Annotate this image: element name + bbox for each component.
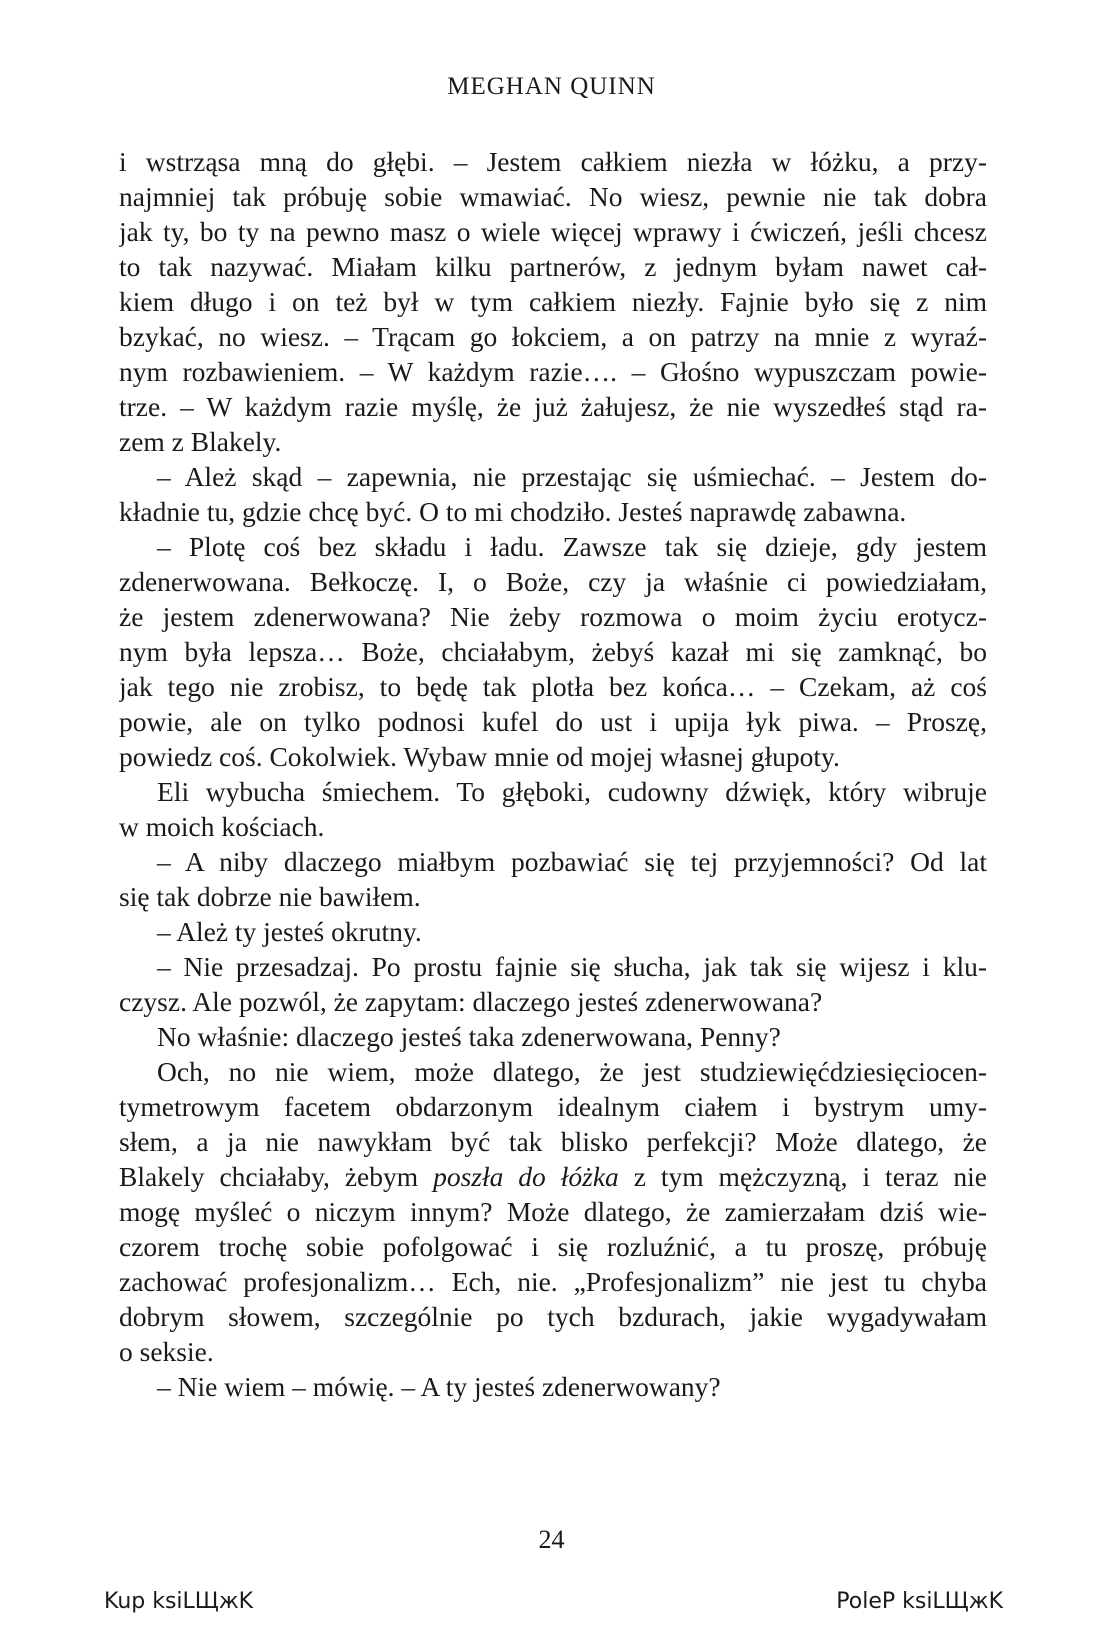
text-segment: z tym mężczyzną, i teraz nie: [618, 1161, 987, 1192]
text-line: powie, ale on tylko podnosi kufel do ust i upija łyk piwa. – Proszę,: [119, 706, 987, 737]
text-line: Eli wybucha śmiechem. To głęboki, cudowny dźwięk, który wibruje: [157, 776, 987, 807]
footer-recommend-book-link[interactable]: PoleP ksiLЩжK: [836, 1589, 1003, 1614]
text-line: – Nie przesadzaj. Po prostu fajnie się słucha, jak tak się wijesz i klu-: [157, 951, 987, 982]
text-line: dobrym słowem, szczególnie po tych bzdurach, jakie wygadywałam: [119, 1301, 987, 1332]
text-line: słem, a ja nie nawykłam być tak blisko perfekcji? Może dlatego, że: [119, 1126, 987, 1157]
text-line: to tak nazywać. Miałam kilku partnerów, z jednym byłam nawet cał-: [119, 251, 987, 282]
text-line: jak ty, bo ty na pewno masz o wiele więcej wprawy i ćwiczeń, jeśli chcesz: [119, 216, 987, 247]
page-number: 24: [538, 1525, 565, 1554]
text-line: czysz. Ale pozwól, że zapytam: dlaczego jesteś zdenerwowana?: [119, 986, 823, 1017]
text-line: – Ależ ty jesteś okrutny.: [157, 916, 422, 947]
text-line: trze. – W każdym razie myślę, że już żałujesz, że nie wyszedłeś stąd ra-: [119, 391, 987, 422]
text-line: o seksie.: [119, 1336, 214, 1367]
text-line: czorem trochę sobie pofolgować i się rozluźnić, a tu proszę, próbuję: [119, 1231, 987, 1262]
text-line: powiedz coś. Cokolwiek. Wybaw mnie od mojej własnej głupoty.: [119, 741, 840, 772]
italic-phrase: poszła do łóżka: [433, 1161, 619, 1192]
text-line: najmniej tak próbuję sobie wmawiać. No wiesz, pewnie nie tak dobra: [119, 181, 987, 212]
running-header: MEGHAN QUINN: [447, 73, 656, 100]
text-line: jak tego nie zrobisz, to będę tak plotła bez końca… – Czekam, aż coś: [119, 671, 987, 702]
text-line: nym rozbawieniem. – W każdym razie…. – Głośno wypuszczam powie-: [119, 356, 987, 387]
footer-buy-book-link[interactable]: Kup ksiLЩжK: [104, 1589, 254, 1614]
text-line: – Nie wiem – mówię. – A ty jesteś zdenerwowany?: [157, 1371, 721, 1402]
text-line: zem z Blakely.: [119, 426, 282, 457]
body-text: [119, 144, 987, 1404]
text-line: że jestem zdenerwowana? Nie żeby rozmowa o moim życiu erotycz-: [119, 601, 987, 632]
text-line: się tak dobrze nie bawiłem.: [119, 881, 421, 912]
text-line: – Ależ skąd – zapewnia, nie przestając się uśmiechać. – Jestem do-: [157, 461, 987, 492]
text-line: zachować profesjonalizm… Ech, nie. „Profesjonalizm” nie jest tu chyba: [119, 1266, 987, 1297]
text-line: Och, no nie wiem, może dlatego, że jest studziewięćdziesięciocen-: [157, 1056, 987, 1087]
text-line: – A niby dlaczego miałbym pozbawiać się tej przyjemności? Od lat: [157, 846, 987, 877]
text-line: – Plotę coś bez składu i ładu. Zawsze tak się dzieje, gdy jestem: [157, 531, 987, 562]
text-line: kładnie tu, gdzie chcę być. O to mi chodziło. Jesteś naprawdę zabawna.: [119, 496, 907, 527]
text-line: nym była lepsza… Boże, chciałabym, żebyś kazał mi się zamknąć, bo: [119, 636, 987, 667]
text-line-with-italic: [119, 1159, 987, 1194]
text-line: tymetrowym facetem obdarzonym idealnym ciałem i bystrym umy-: [119, 1091, 987, 1122]
text-line: i wstrząsa mną do głębi. – Jestem całkiem niezła w łóżku, a przy-: [119, 146, 987, 177]
text-line: w moich kościach.: [119, 811, 325, 842]
text-line: mogę myśleć o niczym innym? Może dlatego, że zamierzałam dziś wie-: [119, 1196, 987, 1227]
text-line: zdenerwowana. Bełkoczę. I, o Boże, czy ja właśnie ci powiedziałam,: [119, 566, 987, 597]
text-line: kiem długo i on też był w tym całkiem niezły. Fajnie było się z nim: [119, 286, 987, 317]
text-segment: Blakely chciałaby, żebym: [119, 1161, 434, 1192]
text-line: No właśnie: dlaczego jesteś taka zdenerwowana, Penny?: [157, 1021, 781, 1052]
text-line: bzykać, no wiesz. – Trącam go łokciem, a on patrzy na mnie z wyraź-: [119, 321, 987, 352]
